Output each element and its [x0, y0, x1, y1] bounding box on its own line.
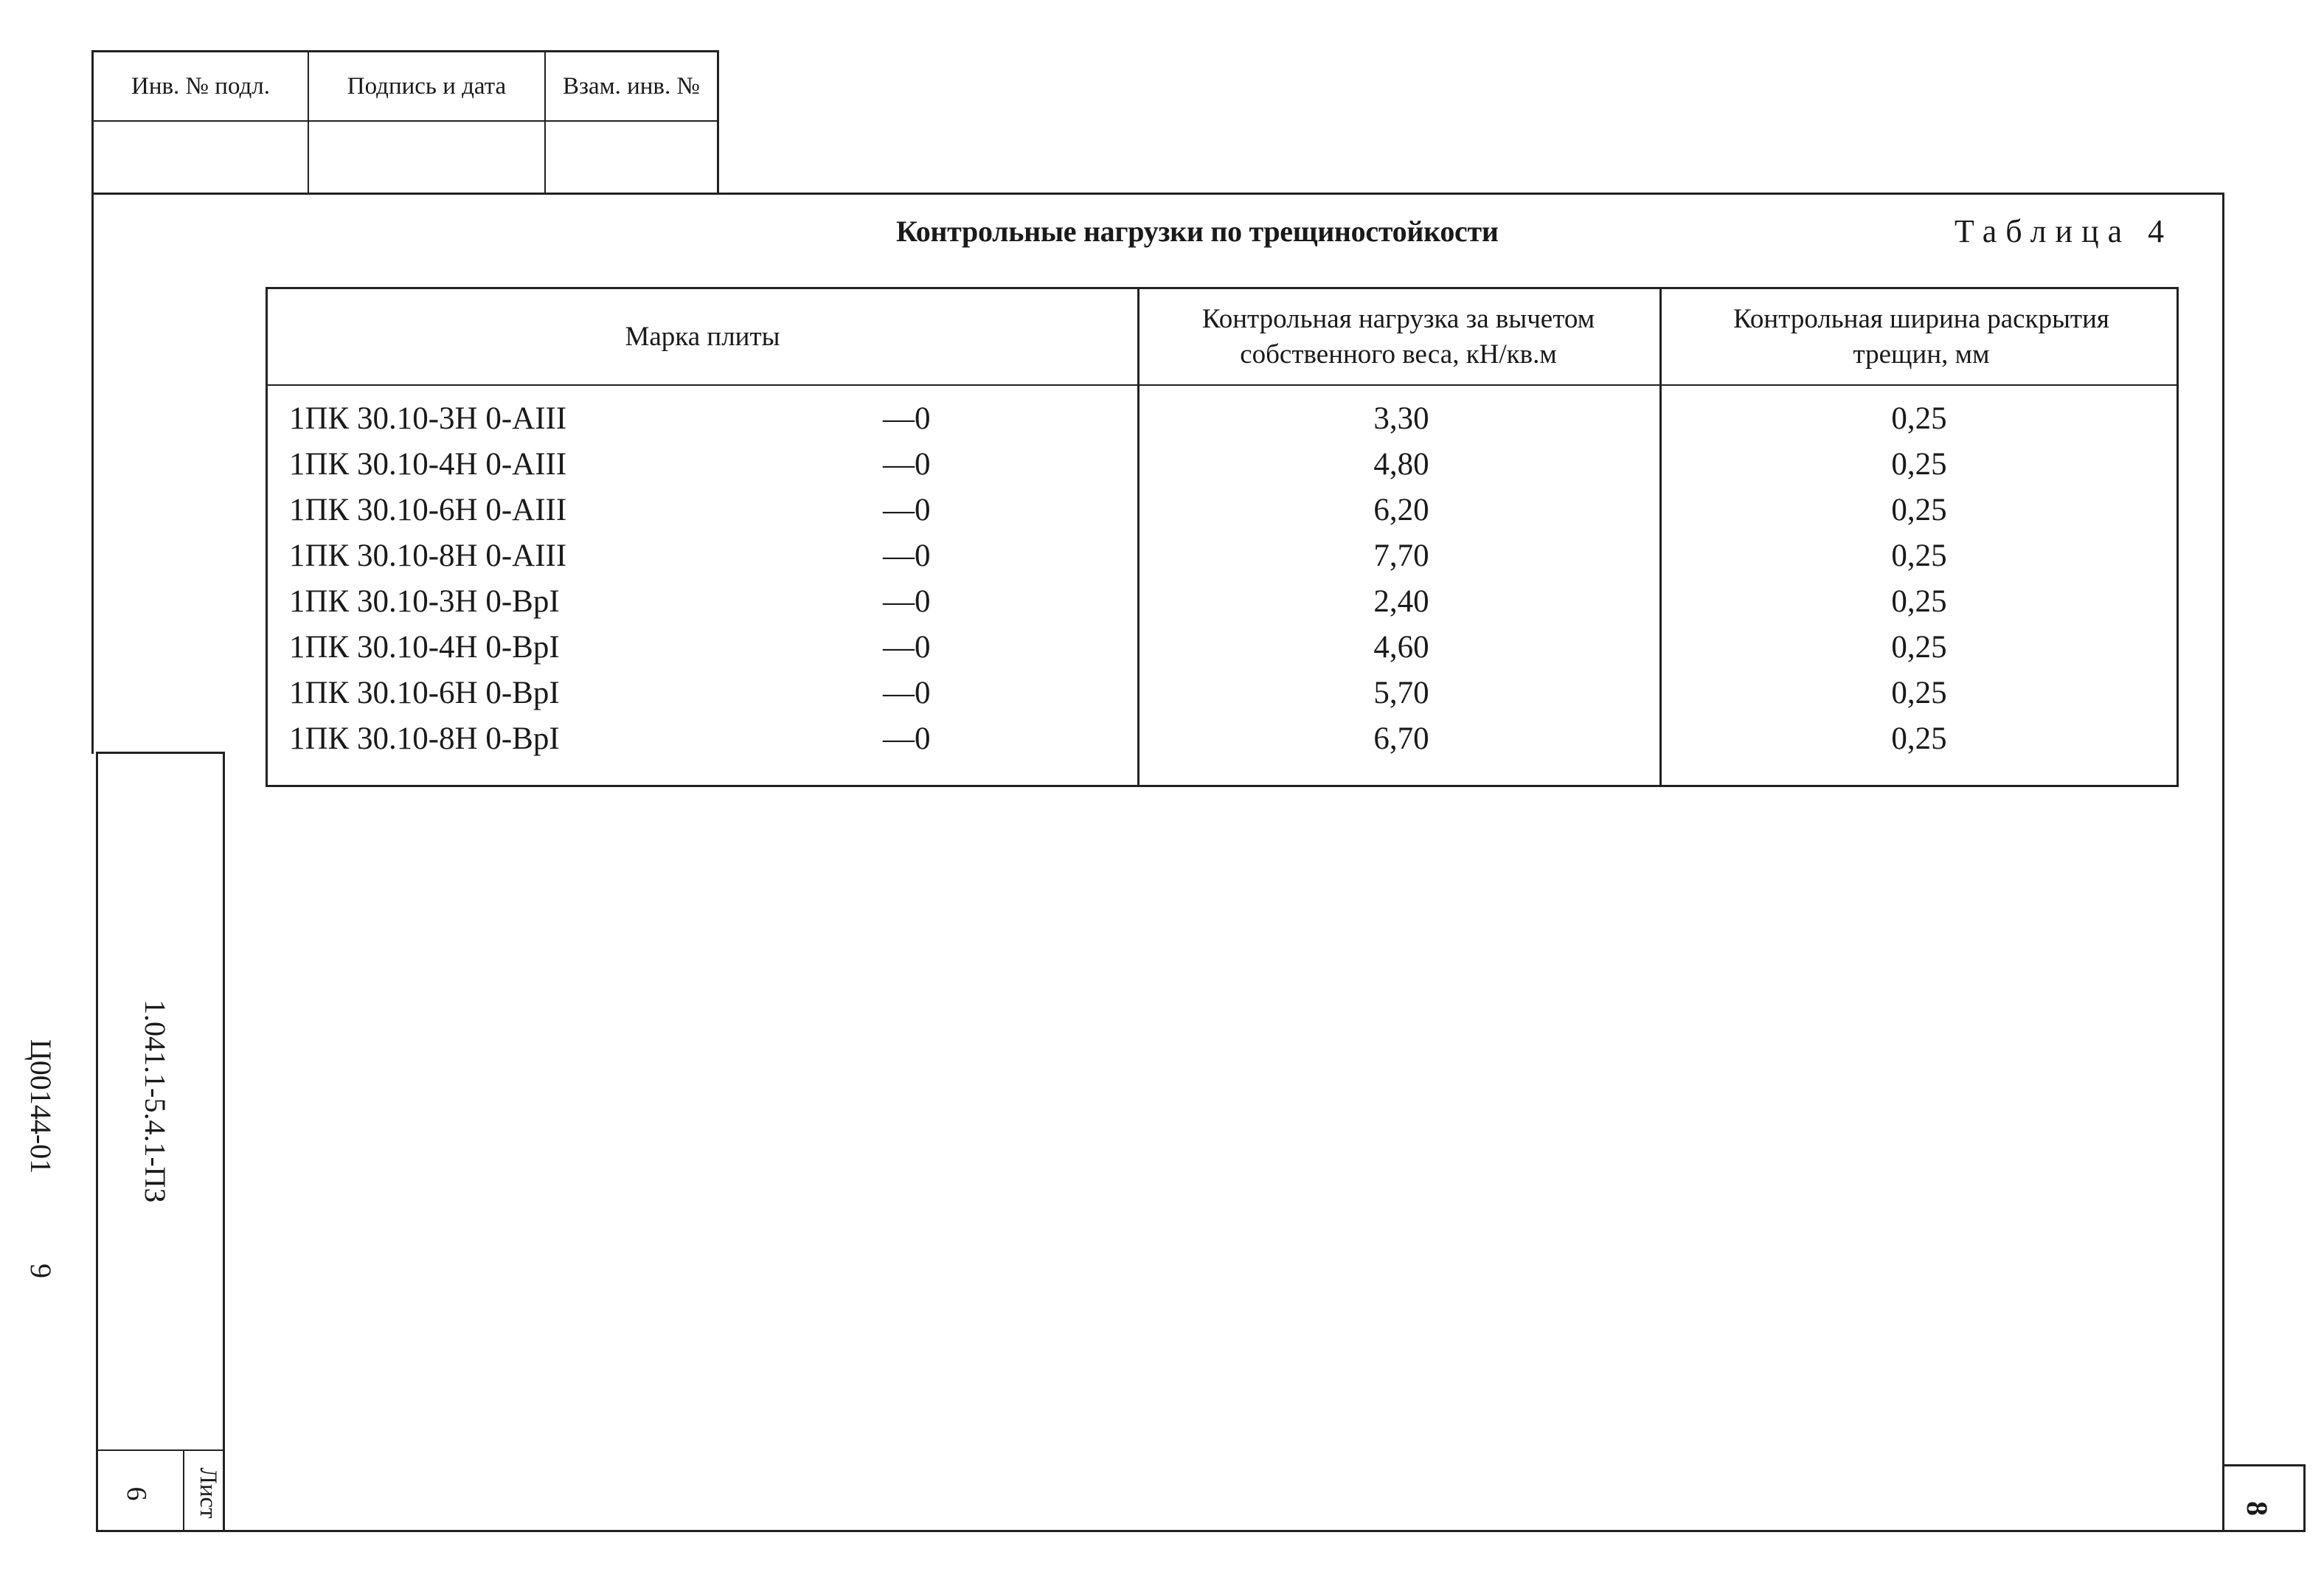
- column-header-mark-text: Марка плиты: [625, 321, 780, 352]
- column-header-load: [1151, 289, 1646, 384]
- control-load-value: 6,70: [1373, 721, 1429, 756]
- archive-page-number: 9: [24, 1264, 58, 1278]
- slab-mark: 1ПК 30.10-8Н 0-АIII: [289, 538, 567, 573]
- crack-width-value: 0,25: [1891, 584, 1947, 619]
- stamp-header-signature-date: Подпись и дата: [347, 72, 507, 100]
- sheet-number: 8: [2241, 1501, 2274, 1516]
- document-code: 1.041.1-5.4.1-ПЗ: [139, 1000, 172, 1203]
- column-header-load-text: Контрольная нагрузка за вычетом собственного веса, кН/кв.м: [1201, 303, 1595, 370]
- slab-mark: 1ПК 30.10-3Н 0-АIII: [289, 401, 567, 436]
- column-header-crack-width: [1696, 289, 2146, 384]
- slab-mark: 1ПК 30.10-6Н 0-ВрI: [289, 676, 560, 710]
- slab-mark-suffix: —0: [883, 493, 931, 527]
- table-row: [267, 579, 2177, 625]
- stamp-header-replace-inv-no: Взам. инв. №: [563, 72, 700, 100]
- crack-width-value: 0,25: [1891, 401, 1947, 436]
- column-header-crack-width-text: Контрольная ширина раскрытия трещин, мм: [1733, 303, 2109, 370]
- crack-width-value: 0,25: [1891, 676, 1947, 710]
- sheet-label: Лист: [195, 1467, 221, 1519]
- slab-mark-suffix: —0: [883, 630, 931, 665]
- table-row: [267, 533, 2177, 579]
- crack-width-value: 0,25: [1891, 630, 1947, 665]
- slab-mark: 1ПК 30.10-4Н 0-ВрI: [289, 630, 560, 665]
- archive-code: Ц00144-01: [24, 1039, 58, 1174]
- crack-width-value: 0,25: [1891, 493, 1947, 527]
- table-number-label: Таблица 4: [1954, 213, 2174, 249]
- control-load-value: 4,80: [1373, 447, 1429, 482]
- table-row: [267, 625, 2177, 671]
- control-load-value: 7,70: [1373, 538, 1429, 573]
- slab-mark-suffix: —0: [883, 584, 931, 619]
- table-row: [267, 488, 2177, 533]
- crack-width-value: 0,25: [1891, 721, 1947, 756]
- table-row: [267, 442, 2177, 488]
- slab-mark-suffix: —0: [883, 676, 931, 710]
- slab-mark-suffix: —0: [883, 401, 931, 436]
- slab-mark: 1ПК 30.10-8Н 0-ВрI: [289, 721, 560, 756]
- slab-mark-suffix: —0: [883, 538, 931, 573]
- crack-width-value: 0,25: [1891, 538, 1947, 573]
- control-load-value: 6,20: [1373, 493, 1429, 527]
- table-row: [267, 396, 2177, 442]
- column-header-mark: [268, 289, 1137, 384]
- table-title: Контрольные нагрузки по трещиностойкости: [896, 215, 1499, 248]
- slab-mark-suffix: —0: [883, 447, 931, 482]
- stamp-header-inv-no: Инв. № подл.: [131, 72, 271, 100]
- sheet-list-number: 6: [121, 1486, 152, 1501]
- slab-mark-suffix: —0: [883, 721, 931, 756]
- slab-mark: 1ПК 30.10-3Н 0-ВрI: [289, 584, 560, 619]
- control-load-value: 2,40: [1373, 584, 1429, 619]
- table-row: [267, 671, 2177, 716]
- slab-mark: 1ПК 30.10-6Н 0-АIII: [289, 493, 567, 527]
- crack-width-value: 0,25: [1891, 447, 1947, 482]
- control-load-value: 5,70: [1373, 676, 1429, 710]
- control-load-value: 4,60: [1373, 630, 1429, 665]
- slab-mark: 1ПК 30.10-4Н 0-АIII: [289, 447, 567, 482]
- table-row: [267, 716, 2177, 762]
- control-load-value: 3,30: [1373, 401, 1429, 436]
